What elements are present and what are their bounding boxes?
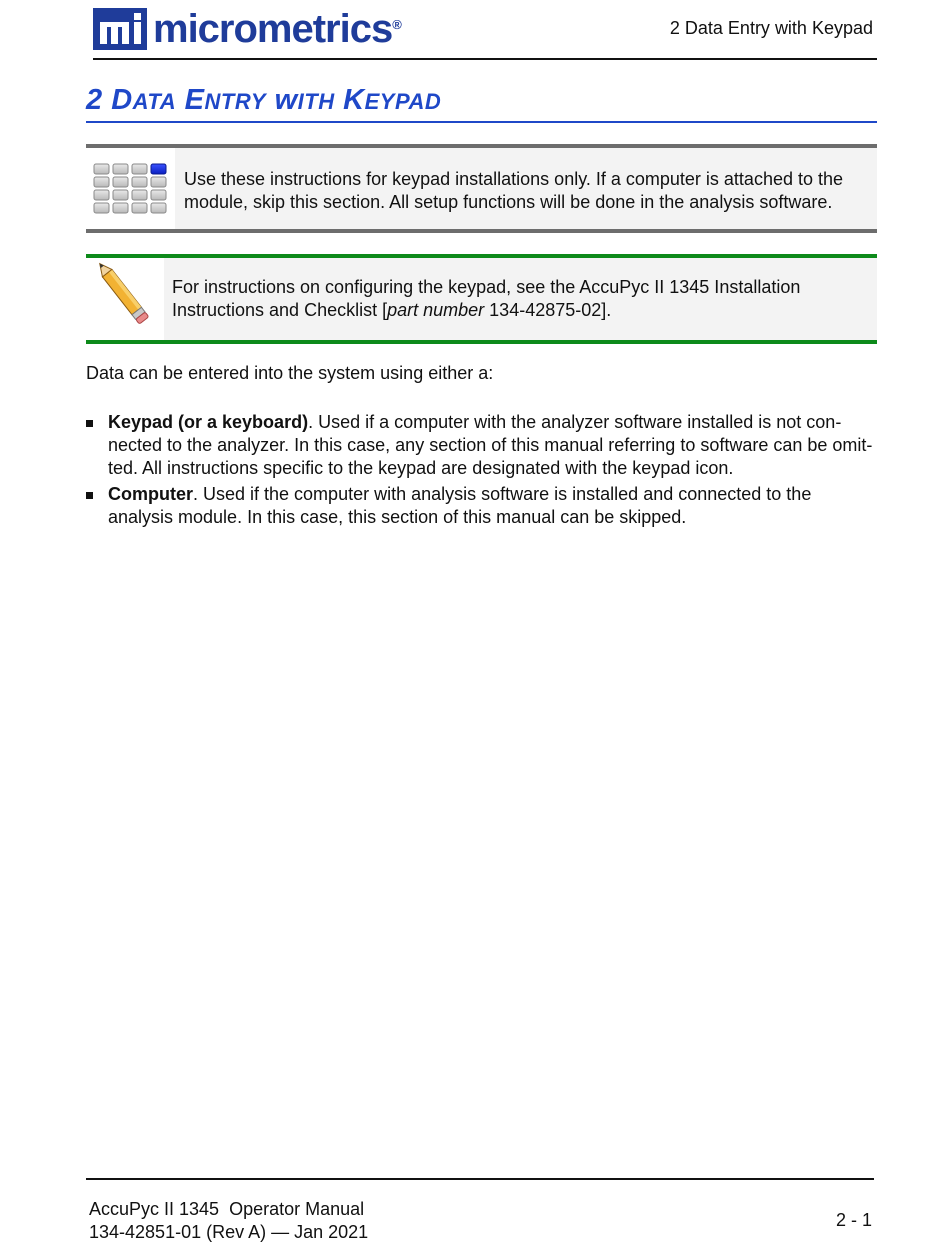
logo-wordmark: micrometrics® [153, 7, 401, 51]
list-item [86, 411, 878, 480]
note-callout [86, 254, 877, 344]
logo-mark-icon [93, 8, 147, 50]
footer-document-info [89, 1198, 368, 1244]
running-header-title: 2 Data Entry with Keypad [669, 18, 873, 38]
bullet-square-icon [86, 420, 93, 427]
intro-paragraph: Data can be entered into the system using either a: [86, 363, 494, 383]
pencil-icon [90, 260, 160, 332]
keypad-callout-icon-cell [86, 148, 175, 229]
keypad-callout-text: Use these instructions for keypad installations only. If a computer is attached to the module, skip this section. All setup functions will be done in the analysis software. [184, 169, 844, 212]
list-item-text: . Used if the computer with analysis software is installed and connected to the analysis module. In this case, this section of this manual can be skipped. [108, 484, 812, 527]
keypad-callout [86, 144, 877, 233]
note-callout-text: For instructions on configuring the keypad, see the AccuPyc II 1345 Installation Instructions and Checklist [part number 134-42875-02]. [172, 277, 801, 320]
bullet-square-icon [86, 492, 93, 499]
entry-method-list [86, 411, 878, 532]
list-item [86, 483, 878, 529]
chapter-title-underline [86, 121, 877, 123]
footer-doc-number: 134-42851-01 (Rev A) — Jan 2021 [89, 1222, 369, 1242]
list-item-term: Computer [108, 484, 193, 504]
chapter-title: 2 DATA ENTRY wITH KEYPAD [86, 84, 442, 116]
keypad-icon [93, 163, 167, 217]
footer-page-number: 2 - 1 [835, 1210, 872, 1230]
micromeritics-logo [93, 8, 401, 50]
header-divider [93, 58, 877, 60]
footer-divider [86, 1178, 874, 1180]
footer-manual-title: AccuPyc II 1345 Operator Manual [89, 1199, 365, 1219]
note-callout-icon-cell [86, 258, 164, 340]
list-item-term: Keypad (or a keyboard) [108, 412, 309, 432]
list-item-text: . Used if a computer with the analyzer software installed is not con-nected to the analyzer. In this case, any section of this manual referring to software can be omit-ted. All instructions specific to the keypad are designated with the keypad icon. [108, 412, 873, 478]
